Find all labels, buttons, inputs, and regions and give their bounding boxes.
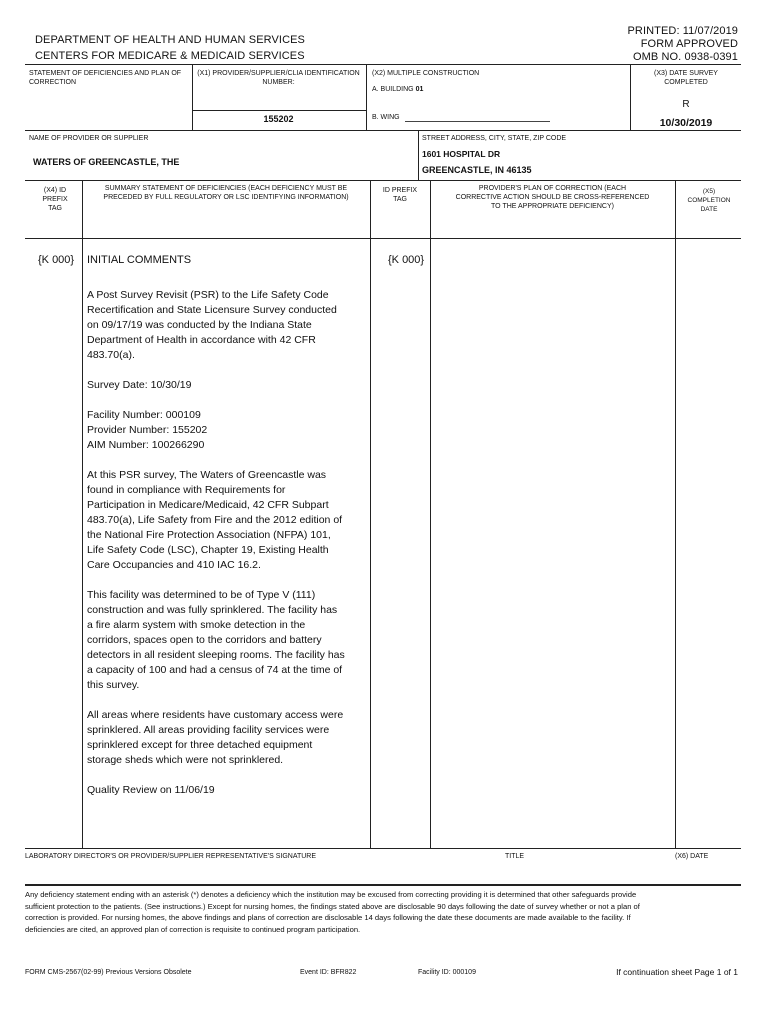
printed-date: PRINTED: 11/07/2019 [627, 25, 738, 37]
divider [25, 848, 741, 849]
entry-title: INITIAL COMMENTS [87, 254, 192, 266]
disclaimer-text: Any deficiency statement ending with an asterisk (*) denotes a deficiency which the institution may be excused from correcting providing it is determined that other safeguards provide sufficient protection to the patients. (See instructions.) Except for nursing homes, the findings stated above are disclosable 90 days following the date of survey whether or not a plan of correction is provided. For nursing homes, the above findings and plans of correction are disclosable 14 days following the date these documents are made available to the facility. If deficiencies are cited, an approved plan of correction is requisite to continued program participation. [25, 890, 640, 934]
divider [25, 884, 741, 886]
signature-label: LABORATORY DIRECTOR'S OR PROVIDER/SUPPLIER REPRESENTATIVE'S SIGNATURE [25, 853, 317, 860]
x5-header: (X5) COMPLETION DATE [687, 188, 731, 213]
divider [366, 64, 367, 130]
statement-label: STATEMENT OF DEFICIENCIES AND PLAN OF CORRECTION [29, 70, 182, 86]
deficiency-tag: {K 000} [38, 254, 75, 266]
survey-code: R [682, 99, 690, 110]
wing-label: B. WING [372, 114, 400, 121]
event-id: Event ID: BFR822 [300, 969, 357, 976]
title-label: TITLE [505, 853, 525, 860]
survey-date: 10/30/2019 [659, 117, 713, 129]
department-title: DEPARTMENT OF HEALTH AND HUMAN SERVICES [35, 34, 305, 46]
agency-title: CENTERS FOR MEDICARE & MEDICAID SERVICES [35, 50, 305, 62]
divider [25, 180, 741, 181]
form-approved-label: FORM APPROVED [640, 38, 738, 50]
correction-tag: {K 000} [388, 254, 425, 266]
building-value: 01 [415, 86, 424, 93]
comment-paragraph: Facility Number: 000109 Provider Number: 155202 AIM Number: 100266290 [87, 409, 208, 451]
divider [25, 130, 741, 131]
top-border [25, 64, 741, 65]
x3-label: (X3) DATE SURVEY COMPLETED [654, 70, 718, 86]
x2-label: (X2) MULTIPLE CONSTRUCTION [372, 70, 480, 77]
form-number: FORM CMS-2567(02-99) Previous Versions Obsolete [25, 969, 192, 976]
divider [418, 130, 419, 180]
divider [192, 64, 193, 130]
comment-paragraph: All areas where residents have customary access were sprinklered. All areas providing facility services were sprinklered except for three detached equipment storage sheds which were not sprinklered. [87, 709, 344, 766]
divider [25, 238, 741, 239]
signature-date-label: (X6) DATE [675, 853, 709, 860]
comment-paragraph: Survey Date: 10/30/19 [87, 379, 192, 391]
building-label: A. BUILDING [372, 86, 414, 93]
provider-name: WATERS OF GREENCASTLE, THE [33, 157, 180, 167]
comment-paragraph: Quality Review on 11/06/19 [87, 784, 215, 796]
comments-body [87, 288, 345, 813]
comment-paragraph: A Post Survey Revisit (PSR) to the Life Safety Code Recertification and State Licensure Survey conducted on 09/17/19 was conducted by the Indiana State Department of Health in accordance with 42 CFR 483.70(a). [87, 289, 337, 361]
address-label: STREET ADDRESS, CITY, STATE, ZIP CODE [422, 135, 567, 142]
wing-blank [405, 121, 550, 122]
provider-name-label: NAME OF PROVIDER OR SUPPLIER [29, 135, 149, 142]
id-header: ID PREFIX TAG [382, 187, 418, 203]
provider-number: 155202 [263, 114, 294, 124]
column-divider [430, 180, 431, 848]
omb-number: OMB NO. 0938-0391 [632, 51, 738, 63]
plan-header: PROVIDER'S PLAN OF CORRECTION (EACH CORRECTIVE ACTION SHOULD BE CROSS-REFERENCED TO THE APPROPRIATE DEFICIENCY) [455, 185, 650, 210]
street-address: 1601 HOSPITAL DR [422, 149, 501, 159]
x4-header: (X4) ID PREFIX TAG [42, 187, 68, 212]
summary-header: SUMMARY STATEMENT OF DEFICIENCIES (EACH DEFICIENCY MUST BE PRECEDED BY FULL REGULATORY OR LSC IDENTIFYING INFORMATION) [103, 185, 349, 201]
comment-paragraph: This facility was determined to be of Type V (111) construction and was fully sprinklered. The facility has a fire alarm system with smoke detection in the corridors, spaces open to the corridors and battery detectors in all resident sleeping rooms. The facility has a capacity of 100 and had a census of 74 at the time of this survey. [87, 589, 345, 691]
column-divider [82, 180, 83, 848]
city-state-zip: GREENCASTLE, IN 46135 [422, 165, 532, 175]
divider [192, 110, 366, 111]
column-divider [370, 180, 371, 848]
page-indicator: If continuation sheet Page 1 of 1 [616, 967, 738, 977]
comment-paragraph: At this PSR survey, The Waters of Greencastle was found in compliance with Requirements for Participation in Medicare/Medicaid, 42 CFR Subpart 483.70(a), Life Safety from Fire and the 2012 edition of the National Fire Protection Association (NFPA) 101, Life Safety Code (LSC), Chapter 19, Existing Health Care Occupancies and 410 IAC 16.2. [87, 469, 343, 571]
x1-label: (X1) PROVIDER/SUPPLIER/CLIA IDENTIFICATION NUMBER: [197, 70, 360, 86]
column-divider [675, 180, 676, 848]
divider [630, 64, 631, 130]
facility-id: Facility ID: 000109 [418, 969, 476, 976]
